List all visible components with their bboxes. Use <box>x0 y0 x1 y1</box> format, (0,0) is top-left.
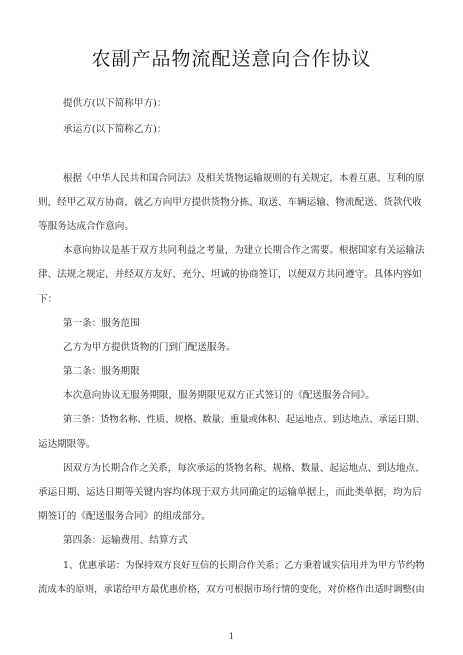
document-title: 农副产品物流配送意向合作协议 <box>91 48 372 70</box>
supplier-party-line: 提供方(以下简称甲方)： <box>63 98 167 109</box>
paragraph-line: 运达期限等。 <box>38 439 96 450</box>
paragraph-line: 流成本的原则，承诺给甲方最优惠价格，双方可根据市场行情的变化，对价格作出适时调整(由 <box>38 584 425 595</box>
page-number: 1 <box>228 632 235 641</box>
section-heading: 第三条：货物名称、性质、规格、数量、重量或体积、起运地点、到达地点、承运日期、 <box>63 414 425 425</box>
paragraph-line: 律、法规之规定，并经双方友好、充分、坦诚的协商签订，以便双方共同遵守。具体内容如 <box>38 269 422 280</box>
carrier-party-line: 承运方(以下简称乙方)： <box>63 124 167 135</box>
paragraph-line: 期签订的《配送服务合同》的组成部分。 <box>38 511 211 522</box>
paragraph-line: 乙方为甲方提供货物的门到门配送服务。 <box>63 342 236 353</box>
section-heading: 第一条：服务范围 <box>63 318 140 329</box>
paragraph-line: 等服务达成合作意向。 <box>38 221 134 232</box>
paragraph-line: 本次意向协议无服务期限，服务期限见双方正式签订的《配送服务合同》。 <box>63 390 375 401</box>
paragraph-line: 根据《中华人民共和国合同法》及相关货物运输规则的有关规定，本着互惠、互利的原 <box>63 173 425 184</box>
section-heading: 第二条：服务期限 <box>63 366 140 377</box>
paragraph-line: 本意向协议是基于双方共同利益之考量，为建立长期合作之需要。根据国家有关运输法 <box>63 245 425 256</box>
paragraph-line: 承运日期、运达日期等关键内容均体现于双方共同确定的运输单据上，而此类单据，均为后 <box>38 487 422 498</box>
paragraph-line: 1、优惠承诺：为保持双方良好互信的长期合作关系；乙方秉着诚实信用并为甲方节约物 <box>63 560 425 571</box>
paragraph-line: 因双方为长期合作之关系，每次承运的货物名称、规格、数量、起运地点、到达地点、 <box>63 463 425 474</box>
section-heading: 第四条：运输费用、结算方式 <box>63 535 188 546</box>
paragraph-line: 则，经甲乙双方协商，就乙方向甲方提供货物分拣、取送、车辆运输、物流配送、货款代收 <box>38 197 422 208</box>
paragraph-line: 下： <box>38 294 58 305</box>
